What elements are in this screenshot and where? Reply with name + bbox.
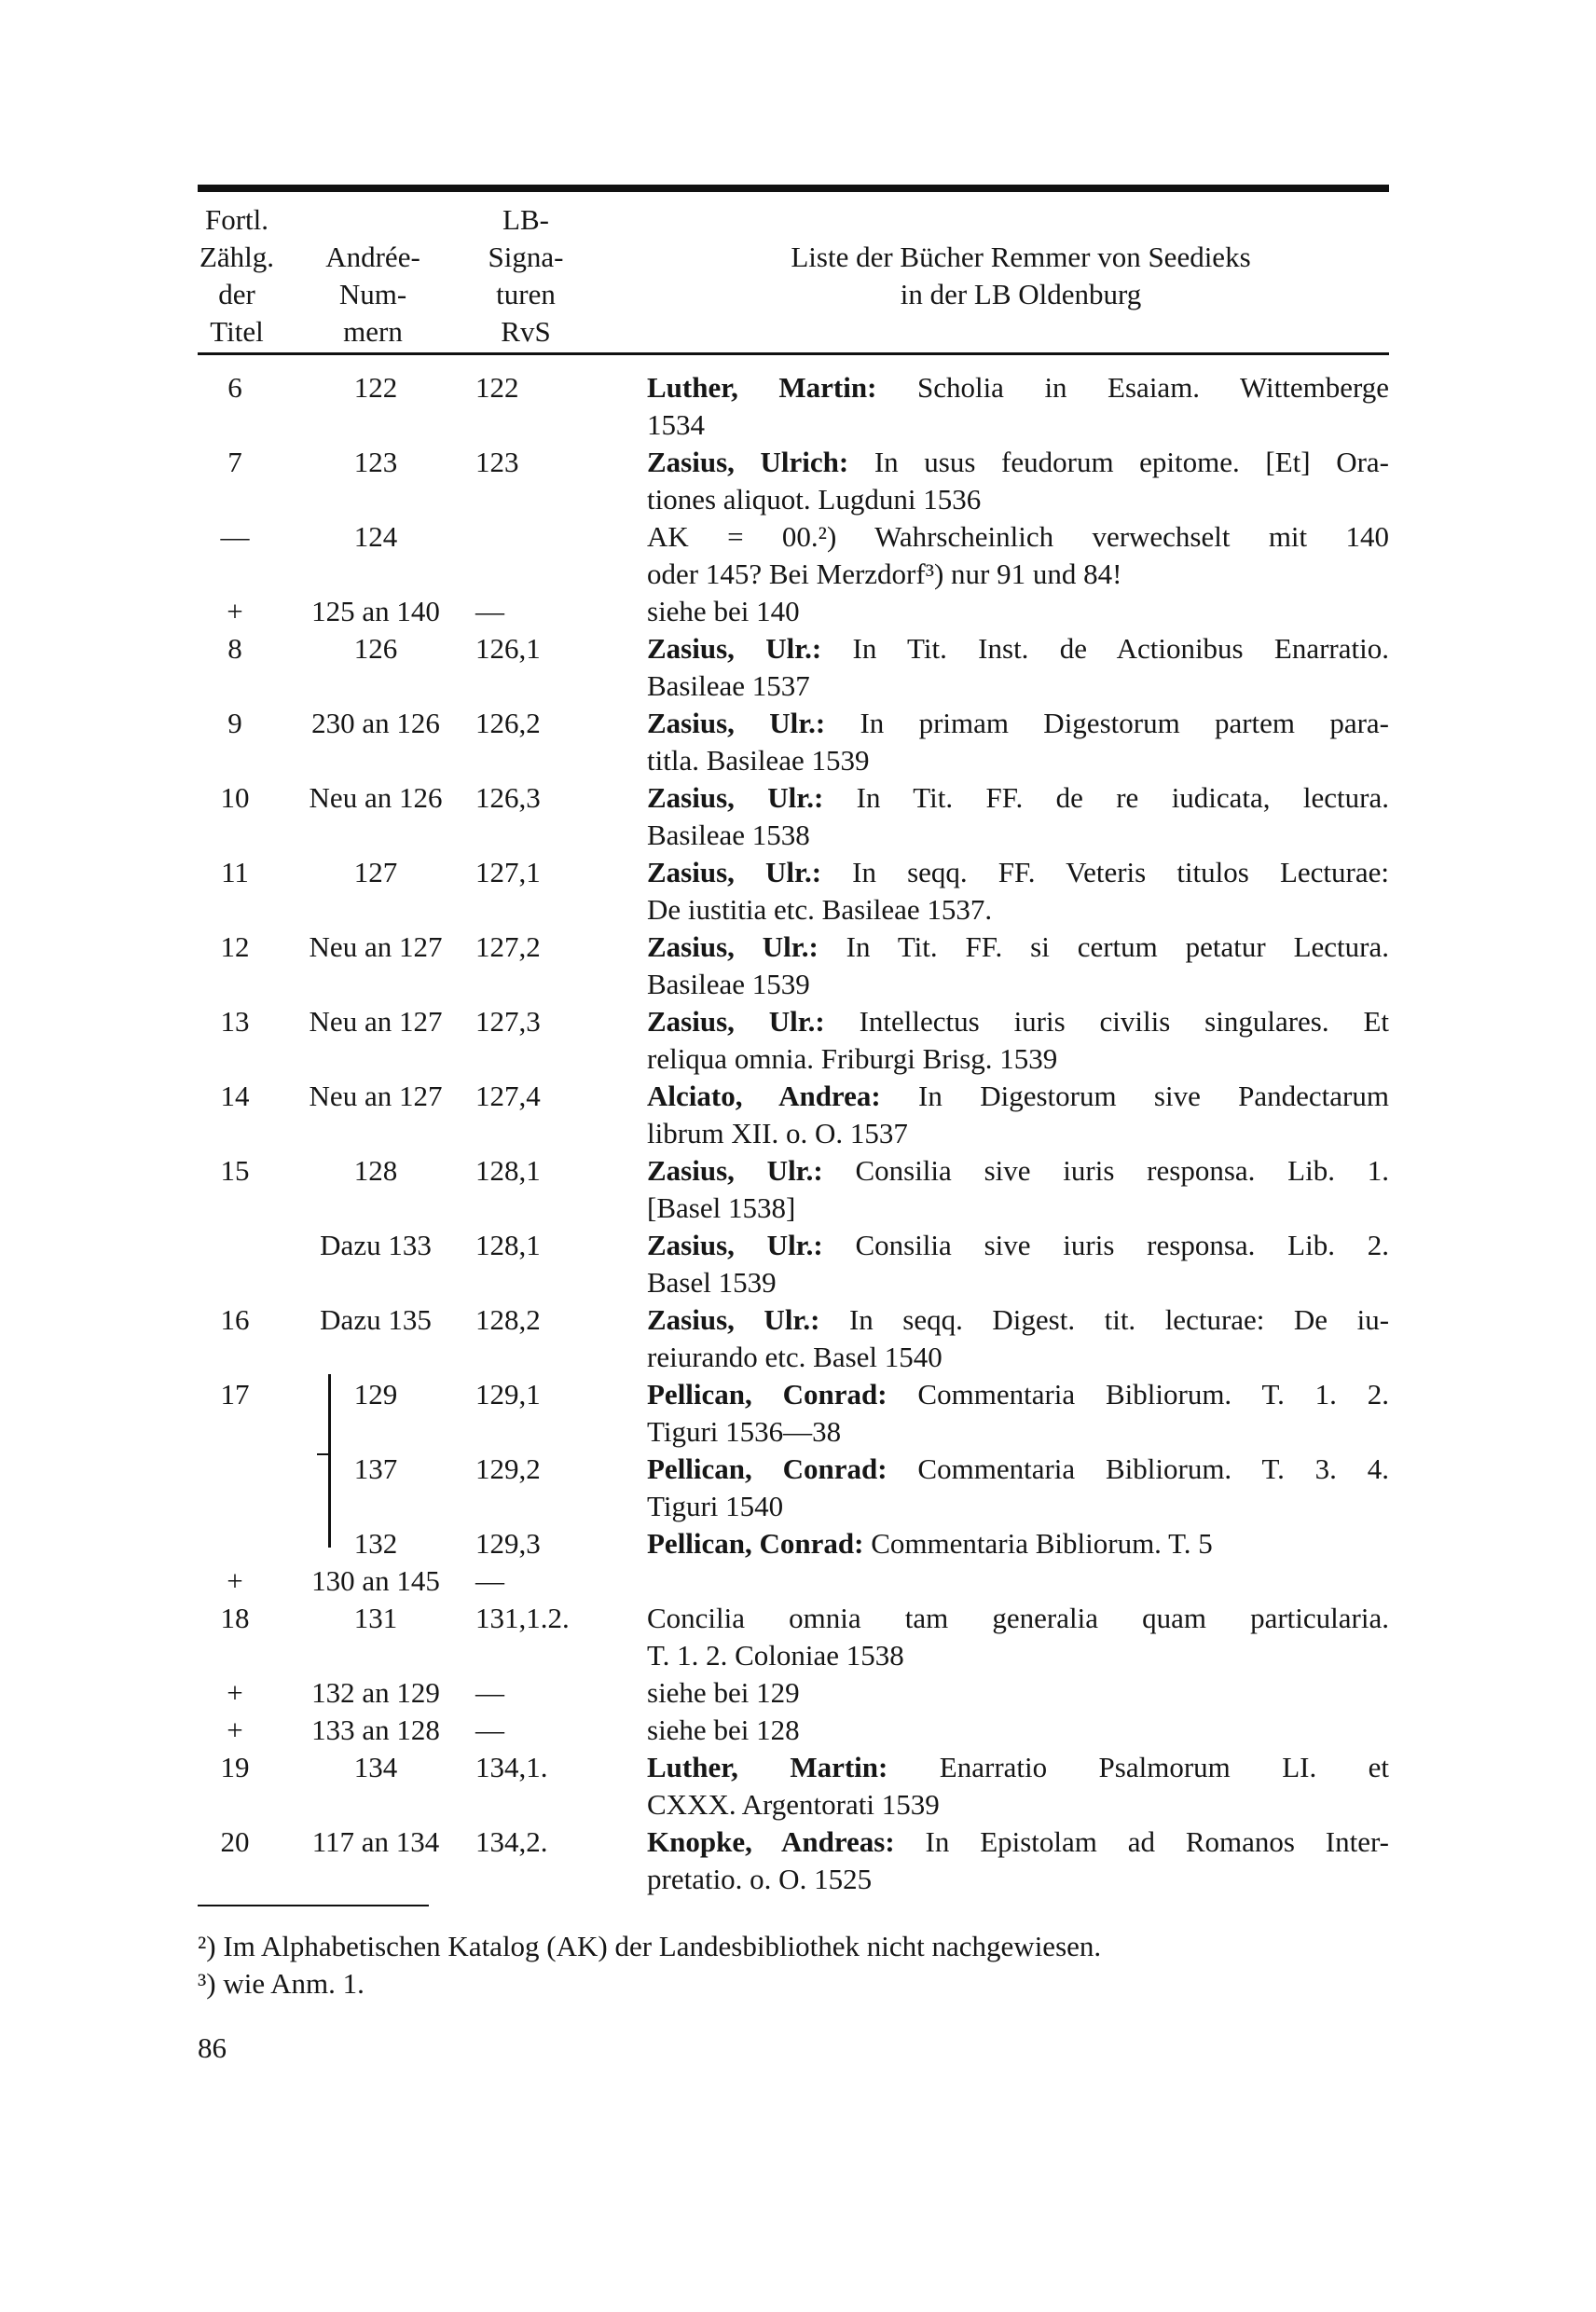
book-title-line <box>647 1749 1389 1786</box>
book-title-line <box>647 1488 1389 1525</box>
lb-signature: 128,2 <box>475 1303 541 1336</box>
fortl-number: 18 <box>220 1602 250 1634</box>
book-title-text: Intellectus iuris civilis singulares. Et <box>859 1005 1390 1038</box>
book-title-line <box>647 1674 1389 1712</box>
group-bracket-tick <box>317 1453 330 1455</box>
book-title-text: Enarratio Psalmorum LI. et <box>939 1751 1390 1783</box>
book-title-line <box>647 705 1389 742</box>
book-title-line <box>647 1040 1389 1078</box>
andree-number: Dazu 133 <box>320 1229 432 1261</box>
footnote-mark: ³) <box>198 1967 216 2000</box>
header-fortl-line: der <box>218 278 255 310</box>
lb-signature: 127,2 <box>475 930 541 963</box>
book-title-line <box>647 1823 1389 1861</box>
book-title <box>647 1152 1389 1227</box>
book-title-text: In primam Digestorum partem para- <box>860 707 1389 739</box>
book-title <box>647 1525 1389 1562</box>
book-title-text: oder 145? Bei Merzdorf³) nur 91 und 84! <box>647 557 1122 590</box>
book-title-line <box>647 593 1389 630</box>
book-title-text: librum XII. o. O. 1537 <box>647 1117 908 1149</box>
book-title <box>647 1823 1389 1898</box>
book-title-line <box>647 929 1389 966</box>
fortl-number: 15 <box>220 1154 250 1187</box>
lb-signature: 123 <box>475 446 519 478</box>
andree-number: 132 an 129 <box>311 1676 440 1709</box>
andree-number: 129 <box>353 1378 398 1411</box>
lb-signature: 134,2. <box>475 1825 548 1858</box>
book-title-text: Basileae 1538 <box>647 819 810 851</box>
table-row <box>0 1451 1596 1525</box>
book-title-text: In Tit. Inst. de Actionibus Enarratio. <box>852 632 1389 665</box>
lb-signature: 126,3 <box>475 781 541 814</box>
page-number: 86 <box>198 2031 227 2064</box>
table-row <box>0 1376 1596 1451</box>
book-title-line <box>647 1264 1389 1301</box>
book-title-text: Basileae 1539 <box>647 968 810 1000</box>
book-title-text: In Epistolam ad Romanos Inter- <box>925 1825 1389 1858</box>
lb-signature: 129,1 <box>475 1378 541 1411</box>
book-title-line <box>647 1003 1389 1040</box>
header-lb-line: LB- <box>502 203 549 236</box>
andree-number: 230 an 126 <box>311 707 440 739</box>
lb-signature: 127,1 <box>475 856 541 888</box>
footnote <box>198 1928 1101 1965</box>
book-title-line <box>647 481 1389 518</box>
fortl-number: 11 <box>221 856 249 888</box>
book-title <box>647 1451 1389 1525</box>
book-title <box>647 518 1389 593</box>
andree-number: 125 an 140 <box>311 595 440 627</box>
book-author: Zasius, Ulr.: <box>647 1154 823 1187</box>
book-title-text: reliqua omnia. Friburgi Brisg. 1539 <box>647 1042 1058 1075</box>
header-title-line: in der LB Oldenburg <box>900 278 1142 310</box>
book-title-line <box>647 854 1389 891</box>
header-lb-line: Signa- <box>488 241 564 273</box>
lb-signature: 134,1. <box>475 1751 548 1783</box>
book-title <box>647 630 1389 705</box>
book-title <box>647 369 1389 444</box>
table-row <box>0 518 1596 593</box>
book-author: Alciato, Andrea: <box>647 1080 881 1112</box>
header-andree <box>289 239 457 351</box>
book-title <box>647 1749 1389 1823</box>
andree-number: 133 an 128 <box>311 1713 440 1746</box>
book-title-text: AK = 00.²) Wahrscheinlich verwechselt mit 140 <box>647 520 1389 553</box>
header-fortl-line: Fortl. <box>204 203 269 236</box>
lb-signature: 126,2 <box>475 707 541 739</box>
book-author: Zasius, Ulr.: <box>647 632 822 665</box>
andree-number: 123 <box>353 446 398 478</box>
book-title <box>647 1227 1389 1301</box>
lb-signature: — <box>475 1676 504 1709</box>
fortl-number: 9 <box>227 707 242 739</box>
book-author: Zasius, Ulr.: <box>647 1005 825 1038</box>
header-fortl-line: Titel <box>210 315 264 348</box>
book-author: Luther, Martin: <box>647 1751 888 1783</box>
lb-signature: 131,1.2. <box>475 1602 570 1634</box>
book-title-line <box>647 742 1389 779</box>
group-bracket <box>328 1374 331 1548</box>
header-title <box>653 239 1389 313</box>
book-title <box>647 705 1389 779</box>
footnote-rule <box>198 1905 429 1906</box>
fortl-number: 17 <box>220 1378 250 1411</box>
book-title-text: Commentaria Bibliorum. T. 3. 4. <box>917 1452 1390 1485</box>
table-row <box>0 854 1596 929</box>
header-title-line: Liste der Bücher Remmer von Seedieks <box>791 241 1251 273</box>
table-row <box>0 369 1596 444</box>
book-title-text: siehe bei 129 <box>647 1676 800 1709</box>
book-title-line <box>647 1786 1389 1823</box>
andree-number: 122 <box>353 371 398 404</box>
book-title-text: In seqq. FF. Veteris titulos Lecturae: <box>852 856 1389 888</box>
book-title-line <box>647 1525 1389 1562</box>
header-lb <box>461 201 591 351</box>
book-title-line <box>647 444 1389 481</box>
book-title-line <box>647 1861 1389 1898</box>
andree-number: 134 <box>353 1751 398 1783</box>
book-title-line <box>647 1078 1389 1115</box>
book-title-line <box>647 779 1389 817</box>
fortl-number: + <box>227 1713 243 1746</box>
fortl-number: 12 <box>220 930 250 963</box>
book-title <box>647 1003 1389 1078</box>
book-title-text: Basel 1539 <box>647 1266 777 1299</box>
andree-number: 132 <box>353 1527 398 1560</box>
book-title-text: In Tit. FF. si certum petatur Lectura. <box>846 930 1390 963</box>
book-title-text: Concilia omnia tam generalia quam particularia. <box>647 1602 1389 1634</box>
fortl-number: 19 <box>220 1751 250 1783</box>
header-lb-line: RvS <box>501 315 551 348</box>
book-title-line <box>647 1152 1389 1190</box>
fortl-number: 10 <box>220 781 250 814</box>
book-title-line <box>647 817 1389 854</box>
book-title <box>647 854 1389 929</box>
header-andree-line: mern <box>343 315 403 348</box>
book-title-text: Consilia sive iuris responsa. Lib. 2. <box>855 1229 1389 1261</box>
book-title <box>647 444 1389 518</box>
book-title-line <box>647 518 1389 556</box>
fortl-number: 7 <box>227 446 242 478</box>
top-rule <box>198 185 1389 192</box>
lb-signature: 126,1 <box>475 632 541 665</box>
book-title <box>647 929 1389 1003</box>
header-andree-line: Andrée- <box>325 241 420 273</box>
book-title-text: [Basel 1538] <box>647 1191 796 1224</box>
book-title-text: Consilia sive iuris responsa. Lib. 1. <box>855 1154 1389 1187</box>
book-title-text: Tiguri 1540 <box>647 1490 784 1522</box>
fortl-number: + <box>227 1676 243 1709</box>
book-title-text: titla. Basileae 1539 <box>647 744 870 777</box>
book-title-line <box>647 966 1389 1003</box>
table-row <box>0 630 1596 705</box>
book-title-text: T. 1. 2. Coloniae 1538 <box>647 1639 904 1672</box>
header-lb-line: turen <box>496 278 556 310</box>
book-title-text: Commentaria Bibliorum. T. 5 <box>871 1527 1213 1560</box>
book-title-text: pretatio. o. O. 1525 <box>647 1863 873 1895</box>
book-title <box>647 1674 1389 1712</box>
book-title-line <box>647 1376 1389 1413</box>
fortl-number: 14 <box>220 1080 250 1112</box>
book-title-line <box>647 1301 1389 1339</box>
footnote <box>198 1965 365 2002</box>
book-title-text: tiones aliquot. Lugduni 1536 <box>647 483 982 516</box>
fortl-number: 8 <box>227 632 242 665</box>
book-title <box>647 1712 1389 1749</box>
book-title <box>647 779 1389 854</box>
book-title-text: In usus feudorum epitome. [Et] Ora- <box>874 446 1390 478</box>
book-title-line <box>647 1190 1389 1227</box>
book-title-text: De iustitia etc. Basileae 1537. <box>647 893 993 926</box>
book-title-line <box>647 1712 1389 1749</box>
table-row <box>0 1749 1596 1823</box>
andree-number: 127 <box>353 856 398 888</box>
andree-number: Dazu 135 <box>320 1303 432 1336</box>
lb-signature: 127,4 <box>475 1080 541 1112</box>
book-title <box>647 1301 1389 1376</box>
fortl-number: + <box>227 595 243 627</box>
book-author: Zasius, Ulr.: <box>647 1229 823 1261</box>
book-author: Zasius, Ulr.: <box>647 781 824 814</box>
book-author: Pellican, Conrad: <box>647 1527 864 1560</box>
fortl-number: — <box>220 520 250 553</box>
fortl-number: 20 <box>220 1825 250 1858</box>
header-fortl-line: Zählg. <box>199 241 275 273</box>
table-row <box>0 1823 1596 1898</box>
lb-signature: 128,1 <box>475 1229 541 1261</box>
andree-number: 137 <box>353 1452 398 1485</box>
book-title-line <box>647 891 1389 929</box>
andree-number: 124 <box>353 520 398 553</box>
book-title-line <box>647 1115 1389 1152</box>
book-title-line <box>647 1451 1389 1488</box>
book-author: Knopke, Andreas: <box>647 1825 895 1858</box>
table-row <box>0 1078 1596 1152</box>
book-author: Luther, Martin: <box>647 371 877 404</box>
book-title-text: Tiguri 1536—38 <box>647 1415 842 1448</box>
andree-number: Neu an 127 <box>309 1005 443 1038</box>
andree-number: Neu an 126 <box>309 781 443 814</box>
book-author: Zasius, Ulr.: <box>647 707 826 739</box>
table-row <box>0 1227 1596 1301</box>
book-title-line <box>647 667 1389 705</box>
table-row <box>0 1003 1596 1078</box>
table-row <box>0 1152 1596 1227</box>
book-author: Zasius, Ulrich: <box>647 446 849 478</box>
book-title <box>647 1376 1389 1451</box>
book-title-text: Commentaria Bibliorum. T. 1. 2. <box>917 1378 1390 1411</box>
book-author: Pellican, Conrad: <box>647 1452 887 1485</box>
andree-number: 130 an 145 <box>311 1564 440 1597</box>
lb-signature: — <box>475 1564 504 1597</box>
book-title <box>647 593 1389 630</box>
table-row <box>0 779 1596 854</box>
andree-number: 117 an 134 <box>311 1825 440 1858</box>
header-rule <box>198 352 1389 355</box>
book-title-text: In Digestorum sive Pandectarum <box>918 1080 1389 1112</box>
footnote-text: wie Anm. 1. <box>223 1967 365 2000</box>
andree-number: Neu an 127 <box>309 1080 443 1112</box>
book-title-line <box>647 1600 1389 1637</box>
table-row <box>0 929 1596 1003</box>
book-author: Zasius, Ulr.: <box>647 1303 820 1336</box>
fortl-number: 16 <box>220 1303 250 1336</box>
book-author: Pellican, Conrad: <box>647 1378 887 1411</box>
table-row <box>0 444 1596 518</box>
lb-signature: 129,2 <box>475 1452 541 1485</box>
book-title-text: reiurando etc. Basel 1540 <box>647 1341 942 1373</box>
table-row <box>0 705 1596 779</box>
book-title <box>647 1600 1389 1674</box>
lb-signature: 128,1 <box>475 1154 541 1187</box>
book-title-text: Scholia in Esaiam. Wittemberge <box>916 371 1390 404</box>
book-title-line <box>647 406 1389 444</box>
book-title-line <box>647 1637 1389 1674</box>
table-row <box>0 1301 1596 1376</box>
book-title-line <box>647 556 1389 593</box>
lb-signature: 127,3 <box>475 1005 541 1038</box>
fortl-number: 13 <box>220 1005 250 1038</box>
lb-signature: 122 <box>475 371 519 404</box>
footnote-mark: ²) <box>198 1930 216 1962</box>
book-title-text: siehe bei 128 <box>647 1713 800 1746</box>
footnote-text: Im Alphabetischen Katalog (AK) der Landesbibliothek nicht nachgewiesen. <box>223 1930 1102 1962</box>
table-row <box>0 1600 1596 1674</box>
header-fortl <box>194 201 280 351</box>
book-title-text: siehe bei 140 <box>647 595 800 627</box>
book-title-line <box>647 1339 1389 1376</box>
andree-number: 128 <box>353 1154 398 1187</box>
fortl-number: 6 <box>227 371 242 404</box>
lb-signature: 129,3 <box>475 1527 541 1560</box>
book-title-line <box>647 1227 1389 1264</box>
book-title-text: Basileae 1537 <box>647 669 810 702</box>
book-title-text: 1534 <box>647 408 705 441</box>
fortl-number: + <box>227 1564 243 1597</box>
header-andree-line: Num- <box>338 278 407 310</box>
book-title-line <box>647 369 1389 406</box>
book-title-line <box>647 630 1389 667</box>
book-title-text: In Tit. FF. de re iudicata, lectura. <box>856 781 1390 814</box>
lb-signature: — <box>475 1713 504 1746</box>
book-title <box>647 1078 1389 1152</box>
andree-number: 126 <box>353 632 398 665</box>
book-title-line <box>647 1413 1389 1451</box>
book-title-text: In seqq. Digest. tit. lecturae: De iu- <box>848 1303 1390 1336</box>
lb-signature: — <box>475 595 504 627</box>
book-title-text: CXXX. Argentorati 1539 <box>647 1788 940 1821</box>
andree-number: Neu an 127 <box>309 930 443 963</box>
andree-number: 131 <box>353 1602 398 1634</box>
book-author: Zasius, Ulr.: <box>647 856 822 888</box>
book-author: Zasius, Ulr.: <box>647 930 819 963</box>
